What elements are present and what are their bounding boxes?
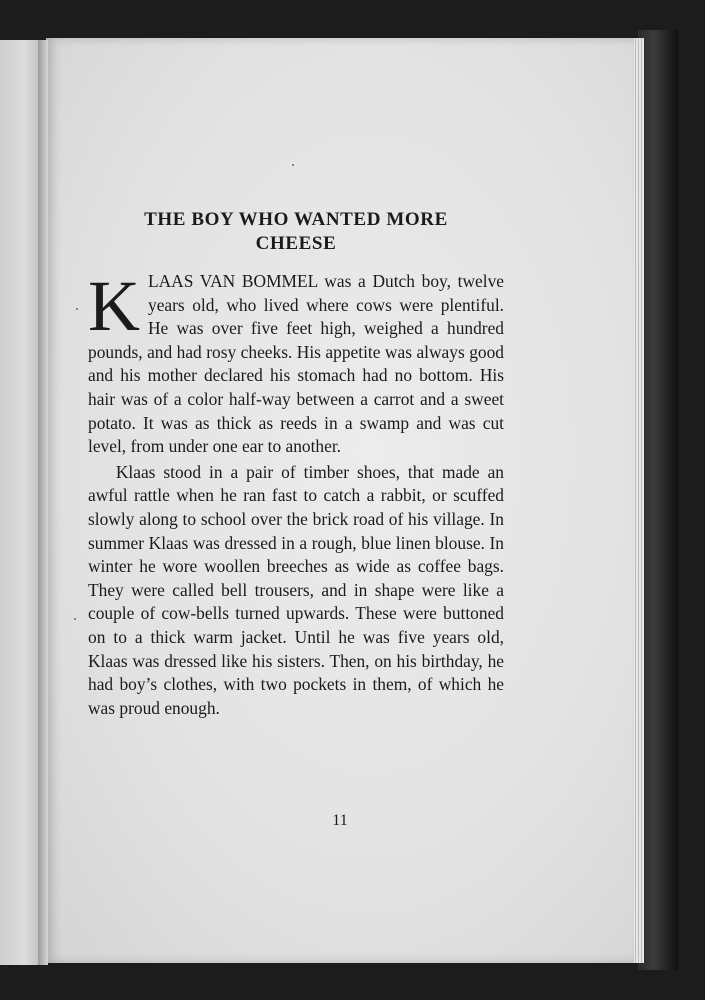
paper-speck	[76, 308, 78, 310]
chapter-title-line-2: CHEESE	[255, 233, 337, 254]
paragraph-1	[88, 266, 504, 459]
book-cover-edge	[638, 30, 678, 970]
left-page-edge	[0, 40, 42, 965]
chapter-title	[88, 208, 504, 256]
paper-speck	[292, 164, 294, 166]
page-text	[88, 208, 504, 720]
drop-cap-letter: K	[88, 266, 140, 346]
chapter-title-line-1: THE BOY WHO WANTED MORE	[144, 209, 448, 230]
paragraph-2: Klaas stood in a pair of timber shoes, that made an awful rattle when he ran fast to catch a rabbit, or scuffed slowly along to school over the brick road of his village. In summer Klaas was dressed in a rough, blue linen blouse. In winter he wore woollen breeches as wide as coffee bags. They were called bell trousers, and in shape were like a couple of cow-bells turned upwards. These were buttoned on to a thick warm jacket. Until he was five years old, Klaas was dressed like his sisters. Then, on his birthday, he had boy’s clothes, with two pockets in them, of which he was proud enough.	[88, 461, 504, 718]
page-number: 11	[332, 812, 348, 829]
paragraph-1-text: LAAS VAN BOMMEL was a Dutch boy, twelve years old, who lived where cows were plentiful. He was over five feet high, weighed a hundred pounds, and had rosy cheeks. His appetite was always good and his mother declared his stomach had no bottom. His hair was of a color half-way between a carrot and a sweet potato. It was as thick as reeds in a swamp and was cut level, from under one ear to another.	[88, 271, 504, 457]
paper-speck	[74, 618, 76, 620]
